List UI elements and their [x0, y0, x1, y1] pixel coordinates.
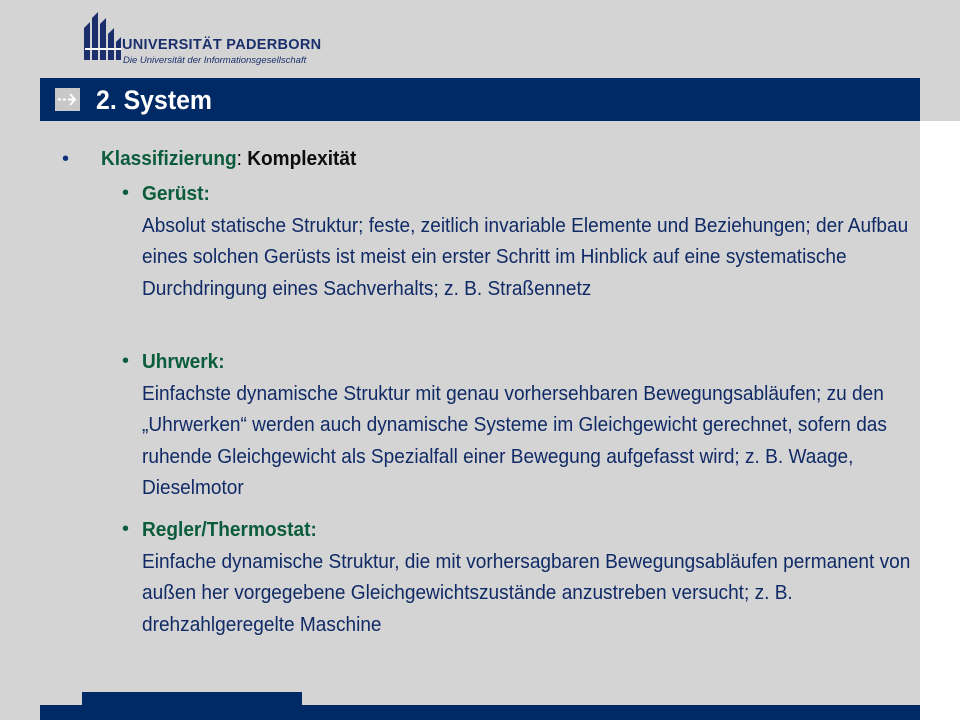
logo-area — [80, 6, 340, 70]
item-heading: Regler/Thermostat: — [142, 518, 317, 541]
arrow-right-icon — [55, 88, 80, 111]
classification-value: Komplexität — [247, 147, 357, 170]
slide-title: 2. System — [96, 85, 212, 115]
university-tagline: Die Universität der Informationsgesellschaft — [123, 55, 307, 66]
list-item — [142, 346, 914, 504]
bullet-marker: • — [62, 148, 70, 170]
classification-label: Klassifizierung — [101, 147, 237, 170]
item-description: Einfachste dynamische Struktur mit genau vorhersehbaren Bewegungsabläufen; zu den „Uhrwerken“ werden auch dynamische Systeme im Gleichgewicht gerechnet, sofern das ruhende Gleichgewicht als Spezialfall einer Bewegung aufgefasst wird; z. B. Waage, Dieselmotor — [142, 381, 887, 499]
item-heading: Uhrwerk: — [142, 350, 225, 373]
university-logo-icon — [82, 8, 122, 60]
bullet-marker: • — [122, 350, 130, 372]
bullet-marker: • — [122, 518, 130, 540]
classification-separator: : — [236, 147, 248, 170]
footer-tab — [82, 692, 302, 706]
item-heading: Gerüst: — [142, 182, 210, 205]
item-description: Absolut statische Struktur; feste, zeitlich invariable Elemente und Beziehungen; der Aufbau eines solchen Gerüsts ist meist ein erster Schritt im Hinblick auf eine systematische Durchdringung eines Sachverhalts; z. B. Straßennetz — [142, 213, 909, 300]
footer-bar — [40, 705, 920, 720]
item-description: Einfache dynamische Struktur, die mit vorhersagbaren Bewegungsabläufen permanent von außen her vorgegebene Gleichgewichtszustände anzustreben versucht; z. B. drehzahlgeregelte Maschine — [142, 549, 911, 636]
classification-heading — [101, 146, 356, 172]
list-item — [142, 514, 914, 640]
list-item — [142, 178, 914, 304]
right-margin — [920, 121, 960, 720]
title-bar — [40, 78, 920, 121]
bullet-marker: • — [122, 182, 130, 204]
university-name: UNIVERSITÄT PADERBORN — [122, 37, 322, 53]
